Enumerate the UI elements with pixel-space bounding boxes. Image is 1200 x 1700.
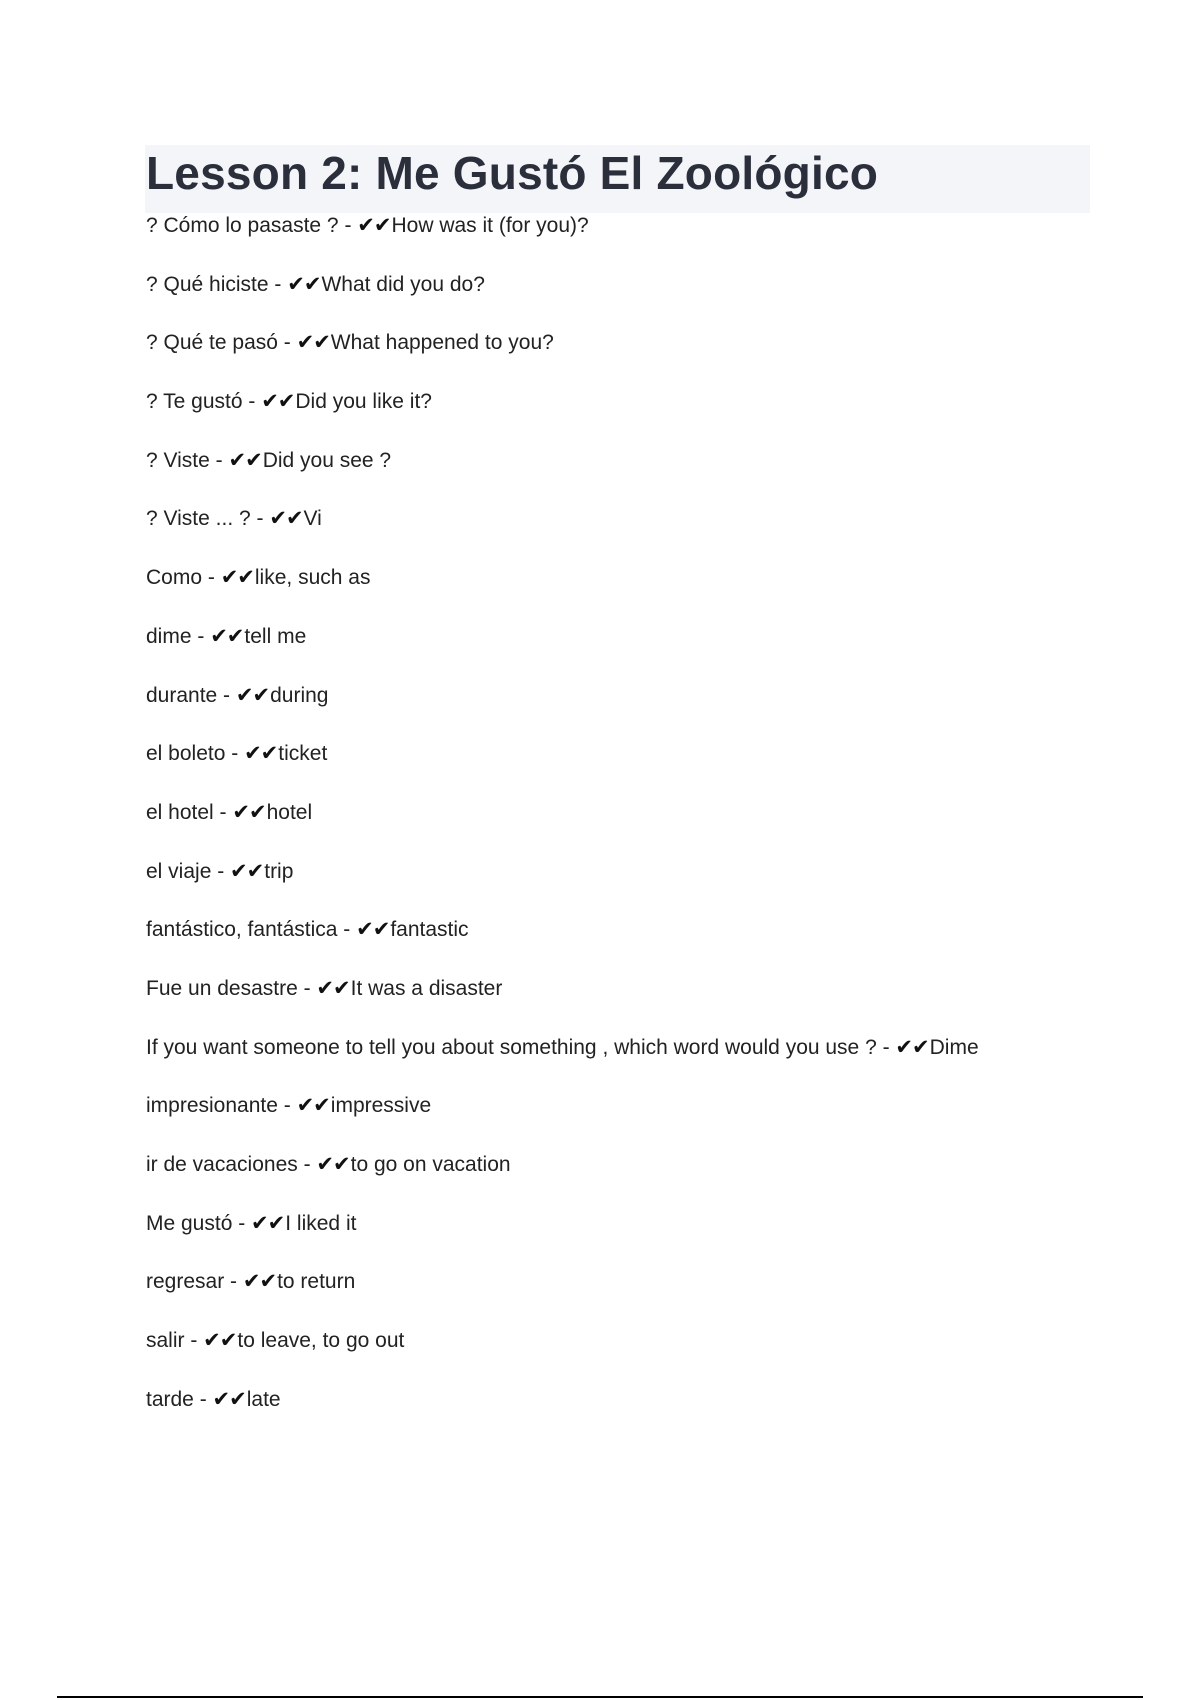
check-mark-icon: ✔✔ [210,623,244,648]
card-definition: impressive [330,1094,432,1118]
card-definition: late [246,1387,281,1411]
flashcard-row [146,562,1146,621]
card-definition: I liked it [285,1211,357,1235]
flashcard-row [146,386,1146,445]
check-mark-icon: ✔✔ [235,682,270,707]
card-definition: fantastic [390,918,469,942]
check-mark-icon: ✔✔ [316,975,350,1000]
card-definition: Did you see ? [262,448,392,472]
card-term: salir - [146,1329,204,1353]
card-definition: What happened to you? [330,331,554,355]
card-definition: Vi [303,507,322,531]
check-mark-icon: ✔✔ [269,506,303,531]
flashcard-list [146,210,1146,1442]
flashcard-row [146,973,1146,1032]
card-term: impresionante - [146,1094,297,1118]
card-term: ir de vacaciones - [146,1153,317,1176]
check-mark-icon: ✔✔ [228,447,262,472]
flashcard-row [146,621,1146,680]
footer-divider [57,1696,1143,1698]
card-definition: to leave, to go out [237,1329,405,1353]
check-mark-icon: ✔✔ [287,271,321,296]
check-mark-icon: ✔✔ [203,1328,237,1353]
card-definition: ticket [278,742,328,766]
card-term: Me gustó - [146,1211,252,1235]
check-mark-icon: ✔✔ [212,1386,246,1411]
card-definition: How was it (for you)? [391,214,589,237]
card-definition: to return [277,1270,356,1294]
flashcard-row [146,1266,1146,1325]
card-term: el hotel - [146,800,233,824]
card-definition: like, such as [254,566,371,590]
card-term: ? Viste ... ? - [146,507,270,531]
flashcard-row [146,1325,1146,1384]
card-term: ? Te gustó - [146,390,262,414]
flashcard-row [146,1090,1146,1149]
flashcard-row [146,1384,1146,1443]
check-mark-icon: ✔✔ [296,1093,330,1118]
card-definition: hotel [266,800,313,824]
card-term: If you want someone to tell you about something , which word would you use ? - [146,1035,896,1059]
card-definition: Dime [929,1035,979,1059]
page-title: Lesson 2: Me Gustó El Zoológico [146,147,879,199]
card-definition: It was a disaster [350,976,503,1000]
flashcard-row [146,797,1146,856]
check-mark-icon: ✔✔ [244,741,278,766]
flashcard-row [146,856,1146,915]
card-term: el boleto - [146,742,245,766]
card-term: Como - [146,566,221,590]
flashcard-row [146,680,1146,739]
check-mark-icon: ✔✔ [316,1152,350,1176]
flashcard-row [146,1032,1146,1091]
card-term: ? Viste - [146,448,229,472]
card-term: Fue un desastre - [146,976,317,1000]
card-definition: tell me [244,624,307,648]
flashcard-row [146,1208,1146,1267]
check-mark-icon: ✔✔ [230,858,264,883]
card-term: tarde - [146,1387,213,1411]
card-definition: trip [264,859,294,883]
check-mark-icon: ✔✔ [261,389,295,414]
flashcard-row [146,445,1146,504]
card-term: ? Cómo lo pasaste ? - [146,214,358,237]
card-term: ? Qué te pasó - [146,331,297,355]
flashcard-row [146,269,1146,328]
card-definition: to go on vacation [350,1153,511,1176]
check-mark-icon: ✔✔ [220,565,254,590]
card-term: ? Qué hiciste - [146,272,288,296]
flashcard-row [146,210,1146,269]
flashcard-row [146,738,1146,797]
card-term: dime - [146,624,211,648]
card-term: regresar - [146,1270,243,1294]
check-mark-icon: ✔✔ [356,917,390,942]
flashcard-row [146,1149,1146,1208]
flashcard-row [146,503,1146,562]
flashcard-row [146,914,1146,973]
card-term: fantástico, fantástica - [146,918,357,942]
check-mark-icon: ✔✔ [357,213,391,237]
check-mark-icon: ✔✔ [895,1034,929,1059]
check-mark-icon: ✔✔ [242,1269,277,1294]
check-mark-icon: ✔✔ [296,330,330,355]
card-definition: What did you do? [321,272,485,296]
card-term: el viaje - [146,859,231,883]
card-definition: Did you like it? [295,390,432,414]
flashcard-row [146,327,1146,386]
card-definition: during [270,683,329,707]
check-mark-icon: ✔✔ [251,1210,285,1235]
card-term: durante - [146,683,236,707]
check-mark-icon: ✔✔ [232,799,266,824]
